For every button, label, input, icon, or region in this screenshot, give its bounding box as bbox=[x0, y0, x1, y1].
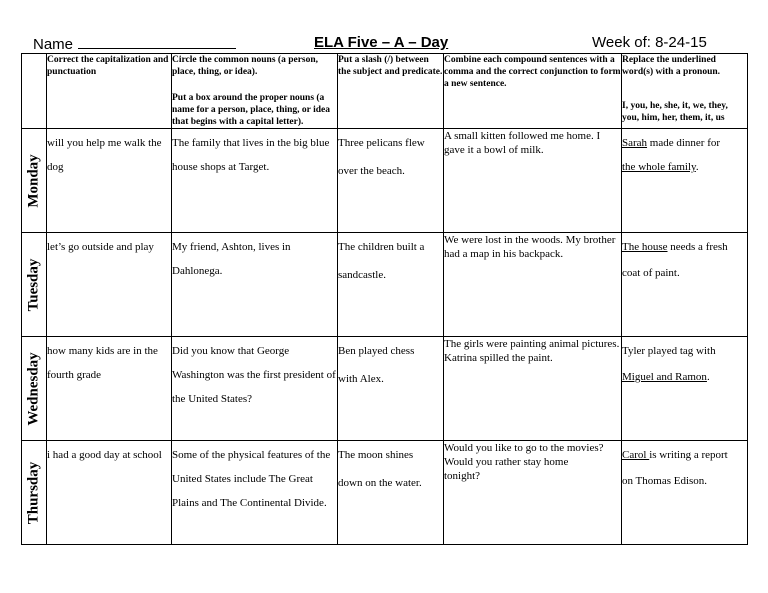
day-label: Tuesday bbox=[25, 258, 42, 311]
week-of: Week of: 8-24-15 bbox=[592, 34, 707, 51]
instruction-text: Replace the underlined word(s) with a pronoun. bbox=[622, 55, 721, 77]
instruction-combine bbox=[444, 54, 622, 129]
sentence-end: . bbox=[695, 161, 699, 173]
instruction-text: Put a slash (/) between the subject and predicate. bbox=[338, 55, 443, 77]
cell-pronoun bbox=[622, 129, 748, 233]
instruction-capitalization bbox=[47, 54, 172, 129]
cell-capitalization: let’s go outside and play bbox=[47, 233, 172, 337]
day-cell bbox=[22, 129, 47, 233]
day-label: Thursday bbox=[25, 461, 42, 524]
cell-nouns: My friend, Ashton, lives in Dahlonega. bbox=[172, 233, 338, 337]
underlined-word: The house bbox=[622, 241, 668, 253]
name-blank-line bbox=[78, 34, 236, 49]
instruction-text: Circle the common nouns (a person, place, thing, or idea). bbox=[172, 55, 319, 77]
day-cell bbox=[22, 233, 47, 337]
underlined-phrase: the whole family bbox=[622, 161, 696, 173]
page-title: ELA Five – A – Day bbox=[314, 34, 449, 51]
sentence-rest: is writing a report bbox=[649, 449, 728, 461]
underlined-word: Carol bbox=[622, 449, 650, 461]
sentence-part-1: The children built a bbox=[338, 241, 425, 253]
sentence-line-2: Would you rather stay home bbox=[444, 456, 569, 468]
sentence-line-1: Tyler played tag with bbox=[622, 345, 716, 357]
name-field bbox=[33, 34, 236, 53]
cell-slash bbox=[338, 441, 444, 545]
cell-slash bbox=[338, 233, 444, 337]
cell-nouns: The family that lives in the big blue house shops at Target. bbox=[172, 129, 338, 233]
sentence-line-1: Would you like to go to the movies? bbox=[444, 442, 604, 454]
cell-nouns: Some of the physical features of the United States include The Great Plains and The Continental Divide. bbox=[172, 441, 338, 545]
day-label: Monday bbox=[25, 153, 42, 208]
sentence-part-1: Ben played chess bbox=[338, 345, 415, 357]
instruction-text: Correct the capitalization and punctuation bbox=[47, 55, 169, 77]
day-cell bbox=[22, 337, 47, 441]
cell-pronoun bbox=[622, 441, 748, 545]
cell-combine bbox=[444, 441, 622, 545]
instruction-pronoun bbox=[622, 54, 748, 129]
sentence-line-2: on Thomas Edison. bbox=[622, 475, 708, 487]
sentence-line-3: tonight? bbox=[444, 470, 481, 482]
name-label: Name bbox=[33, 36, 74, 53]
cell-pronoun bbox=[622, 337, 748, 441]
row-wednesday bbox=[22, 337, 748, 441]
cell-pronoun bbox=[622, 233, 748, 337]
day-label: Wednesday bbox=[25, 351, 42, 426]
instruction-row bbox=[22, 54, 748, 129]
cell-combine: A small kitten followed me home. I gave it a bowl of milk. bbox=[444, 129, 622, 233]
row-monday bbox=[22, 129, 748, 233]
cell-nouns: Did you know that George Washington was the first president of the United States? bbox=[172, 337, 338, 441]
instruction-slash bbox=[338, 54, 444, 129]
sentence-part-2: with Alex. bbox=[338, 373, 384, 385]
cell-slash bbox=[338, 129, 444, 233]
instruction-text: Combine each compound sentences with a comma and the correct conjunction to form a new sentence. bbox=[444, 55, 621, 89]
sentence-part-1: The moon shines bbox=[338, 449, 414, 461]
sentence-rest: made dinner for bbox=[647, 137, 721, 149]
underlined-phrase: Miguel and Ramon bbox=[622, 371, 707, 383]
corner-cell bbox=[22, 54, 47, 129]
sentence-rest: needs a fresh bbox=[667, 241, 728, 253]
pronoun-list: I, you, he, she, it, we, they, you, him, her, them, it, us bbox=[622, 101, 728, 123]
sentence-line-2: coat of paint. bbox=[622, 267, 680, 279]
sentence-part-2: over the beach. bbox=[338, 165, 405, 177]
cell-combine: The girls were painting animal pictures. Katrina spilled the paint. bbox=[444, 337, 622, 441]
cell-capitalization: i had a good day at school bbox=[47, 441, 172, 545]
sentence-part-2: down on the water. bbox=[338, 477, 422, 489]
row-tuesday bbox=[22, 233, 748, 337]
day-cell bbox=[22, 441, 47, 545]
worksheet-table bbox=[21, 53, 748, 545]
cell-slash bbox=[338, 337, 444, 441]
cell-combine: We were lost in the woods. My brother had a map in his backpack. bbox=[444, 233, 622, 337]
sentence-end: . bbox=[706, 371, 710, 383]
row-thursday bbox=[22, 441, 748, 545]
underlined-word: Sarah bbox=[622, 137, 648, 149]
sentence-part-1: Three pelicans flew bbox=[338, 137, 425, 149]
sentence-part-2: sandcastle. bbox=[338, 269, 386, 281]
instruction-text-2: Put a box around the proper nouns (a name for a person, place, thing, or idea that begins with a capital letter). bbox=[172, 93, 330, 127]
cell-capitalization: will you help me walk the dog bbox=[47, 129, 172, 233]
instruction-nouns bbox=[172, 54, 338, 129]
cell-capitalization: how many kids are in the fourth grade bbox=[47, 337, 172, 441]
